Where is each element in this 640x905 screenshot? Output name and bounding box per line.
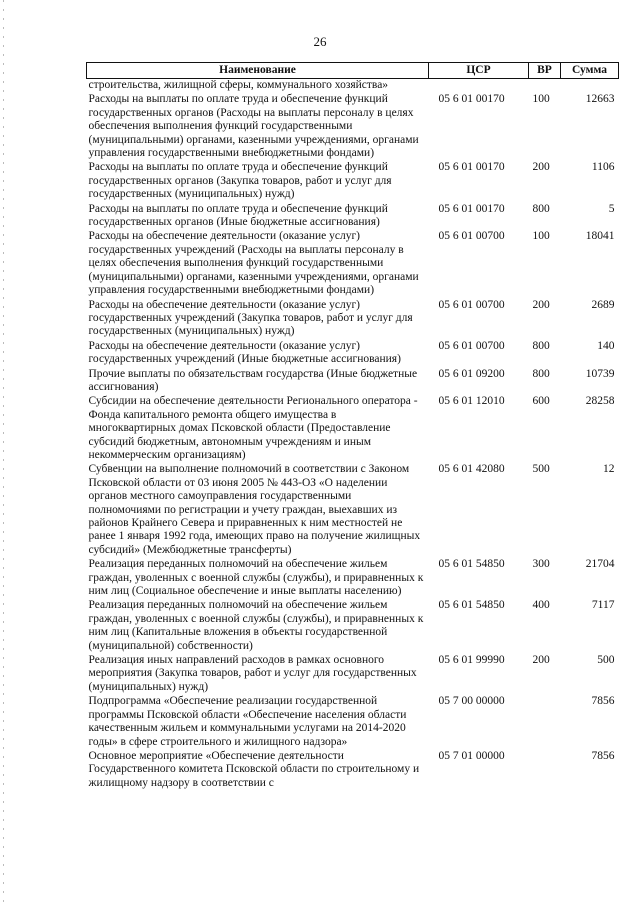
row-sum: 7856	[591, 749, 615, 762]
row-vr: 500	[532, 463, 550, 476]
page-number: 26	[313, 34, 327, 49]
row-csr: 05 6 01 00700	[438, 230, 505, 243]
row-vr: 600	[532, 395, 550, 408]
row-name: Субвенции на выполнение полномочий в соответствии с Законом Псковской области от 03 июня 2005 № 443-ОЗ «О наделении органов местного самоуправления государственными полномочиями по регистрации и учету граждан, выехавших из районов Крайнего Севера и приравненных к ним местностей не ранее 1 января 1992 года, имеющих право на получение жилищных субсидий» (Межбюджетные трансферты)	[88, 463, 421, 556]
continuation-text: строительства, жилищной сферы, коммунального хозяйства»	[88, 79, 389, 91]
row-csr: 05 7 00 00000	[438, 695, 505, 708]
table-row	[87, 298, 619, 339]
row-vr: 300	[532, 558, 550, 571]
row-csr: 05 6 01 42080	[438, 463, 505, 476]
row-name: Подпрограмма «Обеспечение реализации государственной программы Псковской области «Обеспечение населения области качественным жильем и коммунальными услугами на 2014-2020 годы» в сфере строительного и жилищного надзора»	[88, 695, 407, 748]
row-vr: 100	[532, 93, 550, 106]
table-header-row	[87, 63, 619, 79]
row-csr: 05 6 01 00700	[438, 339, 505, 352]
row-vr: 100	[532, 230, 550, 243]
row-sum: 2689	[591, 298, 615, 311]
row-name: Расходы на обеспечение деятельности (оказание услуг) государственных учреждений (Расходы на выплаты персоналу в целях обеспечения выполнения функций государственными (муниципальными) органами, казенными учреждениями, органами управления государственными внебюджетными фондами)	[88, 230, 419, 297]
row-csr: 05 6 01 54850	[438, 599, 505, 612]
row-name: Основное мероприятие «Обеспечение деятельности Государственного комитета Псковской области по строительному и жилищному надзору в соответствии с	[88, 749, 420, 789]
row-vr: 800	[532, 339, 550, 352]
row-name: Субсидии на обеспечение деятельности Регионального оператора - Фонда капитального ремонта общего имущества в многоквартирных домах Псковской области (Предоставление субсидий бюджетным, автономным учреждениям и иным некоммерческим организациям)	[88, 395, 418, 461]
scan-edge-marks	[3, 0, 4, 905]
row-vr: 200	[532, 654, 550, 667]
row-vr: 200	[532, 298, 550, 311]
row-sum: 7856	[591, 695, 615, 708]
row-vr: 400	[532, 599, 550, 612]
continuation-row	[87, 79, 619, 93]
row-name: Расходы на обеспечение деятельности (оказание услуг) государственных учреждений (Закупка товаров, работ и услуг для государственных (муниципальных) нужд)	[88, 298, 413, 338]
row-sum: 12	[603, 463, 615, 476]
row-csr: 05 6 01 12010	[438, 395, 505, 408]
row-name: Расходы на выплаты по оплате труда и обеспечение функций государственных органов (Иные бюджетные ассигнования)	[88, 202, 388, 229]
table-row	[87, 160, 619, 201]
table-row	[87, 367, 619, 395]
row-csr: 05 7 01 00000	[438, 749, 505, 762]
row-sum: 12663	[585, 93, 615, 106]
table-row	[87, 202, 619, 230]
row-csr: 05 6 01 99990	[438, 654, 505, 667]
table-row	[87, 598, 619, 653]
header-vr: ВР	[529, 63, 561, 79]
row-sum: 7117	[591, 599, 615, 612]
row-csr: 05 6 01 09200	[438, 367, 505, 380]
row-csr: 05 6 01 00170	[438, 93, 505, 106]
table-row	[87, 462, 619, 557]
row-sum: 500	[597, 654, 615, 667]
row-csr: 05 6 01 00170	[438, 202, 505, 215]
header-sum: Сумма	[561, 63, 619, 79]
row-name: Расходы на выплаты по оплате труда и обеспечение функций государственных органов (Закупка товаров, работ и услуг для государственных (муниципальных) нужд)	[88, 161, 392, 201]
table-row	[87, 653, 619, 694]
row-name: Реализация иных направлений расходов в рамках основного мероприятия (Закупка товаров, работ и услуг для государственных (муниципальных) нужд)	[88, 654, 417, 693]
budget-table	[86, 62, 619, 790]
row-name: Расходы на обеспечение деятельности (оказание услуг) государственных учреждений (Иные бюджетные ассигнования)	[88, 339, 401, 366]
row-vr	[529, 694, 561, 749]
row-vr: 800	[532, 367, 550, 380]
row-vr	[529, 749, 561, 790]
row-sum: 1106	[591, 161, 615, 174]
row-sum: 28258	[585, 395, 615, 408]
row-name: Реализация переданных полномочий на обеспечение жильем граждан, уволенных с военной службы (службы), и приравненных к ним лиц (Социальное обеспечение и иные выплаты населению)	[88, 558, 424, 598]
row-name: Реализация переданных полномочий на обеспечение жильем граждан, уволенных с военной службы (службы), и приравненных к ним лиц (Капитальные вложения в объекты государственной (муниципальной) собственности)	[88, 599, 424, 652]
table-row	[87, 749, 619, 790]
row-sum: 140	[597, 339, 615, 352]
row-sum: 10739	[585, 367, 615, 380]
row-csr: 05 6 01 00170	[438, 161, 505, 174]
header-csr: ЦСР	[429, 63, 529, 79]
table-row	[87, 339, 619, 367]
table-row	[87, 694, 619, 749]
table-row	[87, 394, 619, 462]
table-row	[87, 557, 619, 598]
table-row	[87, 229, 619, 297]
table-row	[87, 92, 619, 160]
row-name: Прочие выплаты по обязательствам государства (Иные бюджетные ассигнования)	[88, 367, 418, 393]
row-name: Расходы на выплаты по оплате труда и обеспечение функций государственных органов (Расходы на выплаты персоналу в целях обеспечения выполнения функций государственными (муниципальными) органами, казенными учреждениями, органами управления государственными внебюджетными фондами)	[88, 93, 419, 160]
row-csr: 05 6 01 00700	[438, 298, 505, 311]
row-vr: 200	[532, 161, 550, 174]
row-vr: 800	[532, 202, 550, 215]
row-sum: 18041	[585, 230, 615, 243]
row-csr: 05 6 01 54850	[438, 558, 505, 571]
row-sum: 21704	[585, 558, 615, 571]
header-name: Наименование	[87, 63, 429, 79]
row-sum: 5	[608, 202, 615, 215]
